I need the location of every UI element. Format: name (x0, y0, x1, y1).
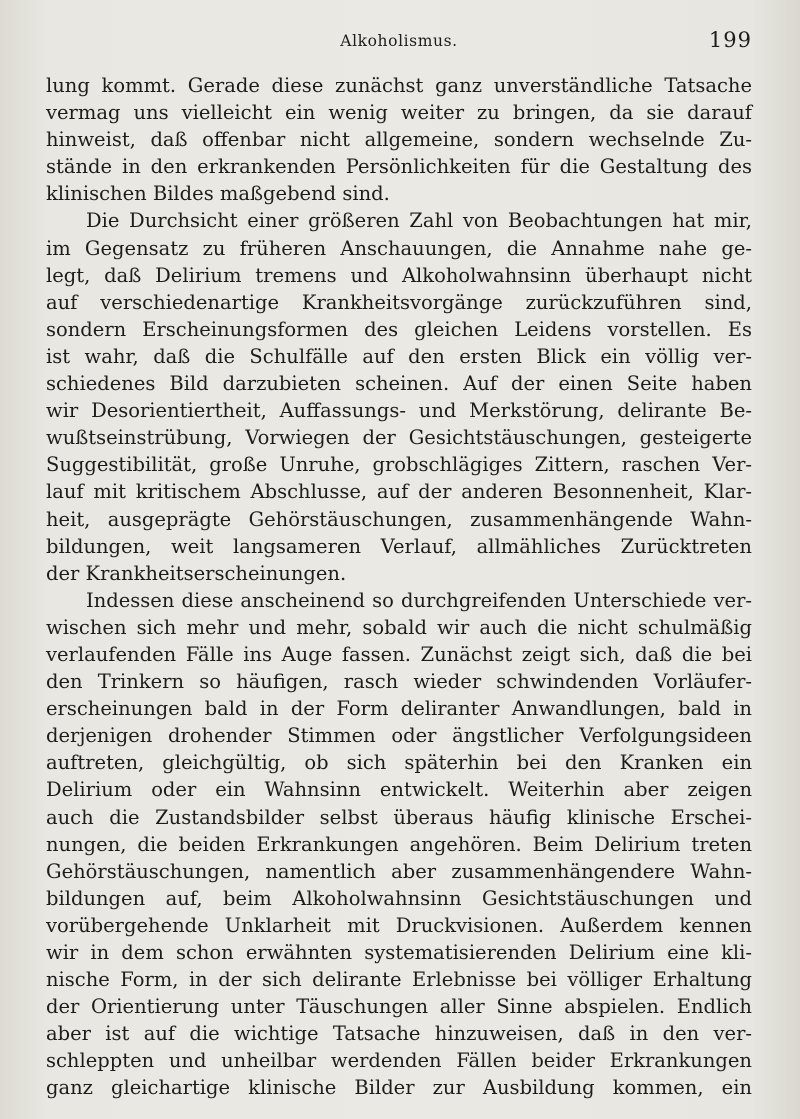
text-line: ganz gleichartige klinische Bilder zur Ausbildung kommen, ein (46, 1076, 752, 1100)
page-header (46, 30, 752, 60)
page-number: 199 (708, 28, 752, 52)
text-line: derjenigen drohender Stimmen oder ängstlicher Verfolgungsideen (46, 724, 752, 748)
text-line: legt, daß Delirium tremens und Alkoholwahnsinn überhaupt nicht (46, 263, 752, 287)
text-line: auch die Zustandsbilder selbst überaus häufig klinische Erschei- (46, 805, 752, 829)
text-line: Indessen diese anscheinend so durchgreifenden Unterschiede ver- (86, 588, 752, 612)
text-line: wußtseinstrübung, Vorwiegen der Gesichtstäuschungen, gesteigerte (46, 426, 752, 450)
text-line: vermag uns vielleicht ein wenig weiter zu bringen, da sie darauf (46, 101, 752, 125)
text-line: heit, ausgeprägte Gehörstäuschungen, zusammenhängende Wahn- (46, 507, 752, 531)
text-line: klinischen Bildes maßgebend sind. (46, 182, 390, 206)
text-line: aber ist auf die wichtige Tatsache hinzuweisen, daß in den ver- (46, 1022, 752, 1046)
text-line: hinweist, daß offenbar nicht allgemeine, sondern wechselnde Zu- (46, 128, 752, 152)
text-line: nungen, die beiden Erkrankungen angehören. Beim Delirium treten (46, 832, 752, 856)
text-line: den Trinkern so häufigen, rasch wieder schwindenden Vorläufer- (46, 670, 752, 694)
text-line: ist wahr, daß die Schulfälle auf den ersten Blick ein völlig ver- (46, 344, 752, 368)
text-line: auftreten, gleichgültig, ob sich späterhin bei den Kranken ein (46, 751, 752, 775)
text-line: erscheinungen bald in der Form deliranter Anwandlungen, bald in (46, 697, 752, 721)
text-line: nische Form, in der sich delirante Erlebnisse bei völliger Erhaltung (46, 968, 752, 992)
running-title: Alkoholismus. (340, 32, 458, 50)
text-line: der Krankheitserscheinungen. (46, 561, 347, 585)
text-line: schleppten und unheilbar werdenden Fällen beider Erkrankungen (46, 1049, 752, 1073)
text-line: verlaufenden Fälle ins Auge fassen. Zunächst zeigt sich, daß die bei (46, 642, 752, 666)
text-line: schiedenes Bild darzubieten scheinen. Auf der einen Seite haben (46, 372, 752, 396)
text-line: im Gegensatz zu früheren Anschauungen, die Annahme nahe ge- (46, 236, 752, 260)
text-line: lung kommt. Gerade diese zunächst ganz unverständliche Tatsache (46, 74, 752, 97)
text-line: Delirium oder ein Wahnsinn entwickelt. Weiterhin aber zeigen (46, 778, 752, 802)
body-text (46, 72, 752, 1102)
text-line: wir Desorientiertheit, Auffassungs- und Merkstörung, delirante Be- (46, 399, 752, 423)
text-line: lauf mit kritischem Abschlusse, auf der anderen Besonnenheit, Klar- (46, 480, 752, 504)
text-line: vorübergehende Unklarheit mit Druckvisionen. Außerdem kennen (46, 913, 752, 937)
text-line: Suggestibilität, große Unruhe, grobschlägiges Zittern, raschen Ver- (46, 453, 752, 477)
text-line: der Orientierung unter Täuschungen aller Sinne abspielen. Endlich (46, 995, 752, 1019)
text-line: Die Durchsicht einer größeren Zahl von Beobachtungen hat mir, (86, 209, 752, 233)
text-line: auf verschiedenartige Krankheitsvorgänge zurückzuführen sind, (46, 290, 752, 314)
text-line: bildungen auf, beim Alkoholwahnsinn Gesichtstäuschungen und (46, 886, 752, 910)
text-line: wischen sich mehr und mehr, sobald wir auch die nicht schulmäßig (46, 615, 752, 639)
text-line: Gehörstäuschungen, namentlich aber zusammenhängendere Wahn- (46, 859, 752, 883)
text-line: stände in den erkrankenden Persönlichkeiten für die Gestaltung des (46, 155, 752, 179)
text-line: wir in dem schon erwähnten systematisierenden Delirium eine kli- (46, 941, 752, 964)
text-line: bildungen, weit langsameren Verlauf, allmähliches Zurücktreten (46, 534, 752, 558)
text-line: sondern Erscheinungsformen des gleichen Leidens vorstellen. Es (46, 317, 752, 341)
